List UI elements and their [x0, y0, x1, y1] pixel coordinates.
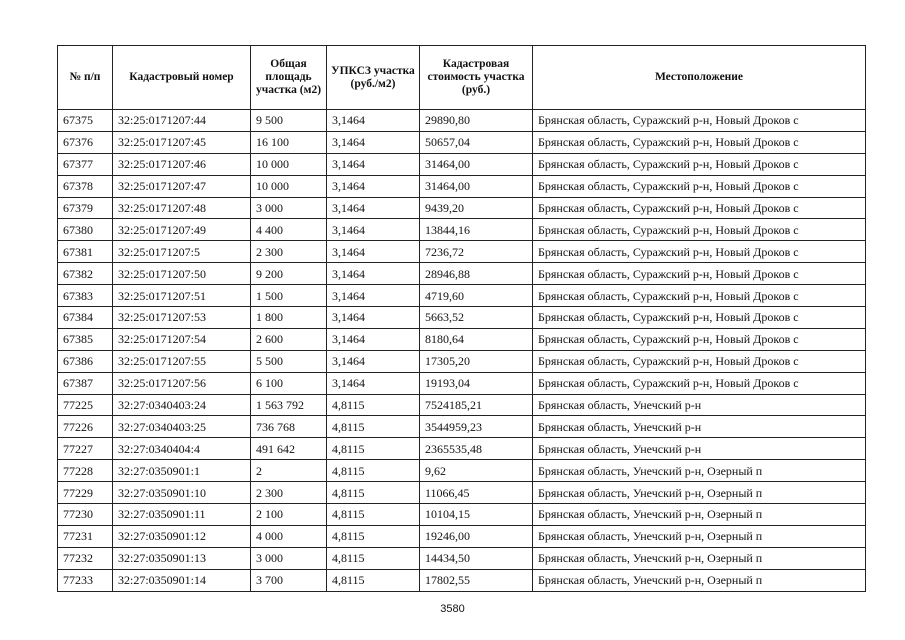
cell-location: Брянская область, Унечский р-н, Озерный п	[533, 482, 866, 504]
cell-row-number: 67386	[58, 350, 113, 372]
cell-area: 1 500	[251, 285, 327, 307]
cell-cadastral-value: 28946,88	[420, 263, 533, 285]
cell-cadastral-value: 14434,50	[420, 547, 533, 569]
cell-area: 3 700	[251, 569, 327, 591]
cell-location: Брянская область, Суражский р-н, Новый Дроков с	[533, 153, 866, 175]
cell-upksz: 3,1464	[327, 285, 420, 307]
cell-upksz: 3,1464	[327, 263, 420, 285]
cell-upksz: 4,8115	[327, 569, 420, 591]
cell-cadastral-number: 32:27:0350901:14	[113, 569, 251, 591]
cell-cadastral-value: 9,62	[420, 460, 533, 482]
table-row	[58, 372, 866, 394]
table-row	[58, 197, 866, 219]
header-row-number: № п/п	[58, 46, 113, 110]
table-row	[58, 219, 866, 241]
cell-cadastral-value: 31464,00	[420, 153, 533, 175]
cell-location: Брянская область, Суражский р-н, Новый Дроков с	[533, 307, 866, 329]
cell-cadastral-number: 32:25:0171207:5	[113, 241, 251, 263]
table-header-row	[58, 46, 866, 110]
cell-cadastral-value: 17305,20	[420, 350, 533, 372]
cadastral-table	[57, 45, 866, 592]
header-location: Местоположение	[533, 46, 866, 110]
cell-row-number: 67381	[58, 241, 113, 263]
cell-cadastral-value: 9439,20	[420, 197, 533, 219]
cell-location: Брянская область, Суражский р-н, Новый Дроков с	[533, 110, 866, 132]
cell-row-number: 67377	[58, 153, 113, 175]
cell-row-number: 77230	[58, 504, 113, 526]
cell-area: 1 563 792	[251, 394, 327, 416]
cell-cadastral-number: 32:27:0340403:24	[113, 394, 251, 416]
cell-location: Брянская область, Суражский р-н, Новый Дроков с	[533, 131, 866, 153]
cell-cadastral-number: 32:25:0171207:55	[113, 350, 251, 372]
cell-upksz: 3,1464	[327, 197, 420, 219]
table-row	[58, 153, 866, 175]
cell-cadastral-number: 32:25:0171207:51	[113, 285, 251, 307]
cell-location: Брянская область, Унечский р-н	[533, 438, 866, 460]
header-cadastral-value: Кадастровая стоимость участка (руб.)	[420, 46, 533, 110]
table-row	[58, 460, 866, 482]
cell-cadastral-value: 13844,16	[420, 219, 533, 241]
cell-area: 5 500	[251, 350, 327, 372]
cell-row-number: 77227	[58, 438, 113, 460]
cell-cadastral-value: 31464,00	[420, 175, 533, 197]
cell-row-number: 77225	[58, 394, 113, 416]
cell-cadastral-number: 32:25:0171207:44	[113, 110, 251, 132]
cell-cadastral-number: 32:25:0171207:46	[113, 153, 251, 175]
cell-cadastral-value: 29890,80	[420, 110, 533, 132]
cell-cadastral-value: 7524185,21	[420, 394, 533, 416]
cell-cadastral-value: 19193,04	[420, 372, 533, 394]
cell-area: 10 000	[251, 175, 327, 197]
cell-upksz: 3,1464	[327, 219, 420, 241]
cell-cadastral-number: 32:25:0171207:47	[113, 175, 251, 197]
cell-cadastral-value: 7236,72	[420, 241, 533, 263]
cell-location: Брянская область, Суражский р-н, Новый Дроков с	[533, 175, 866, 197]
cell-upksz: 4,8115	[327, 438, 420, 460]
cell-area: 491 642	[251, 438, 327, 460]
table-row	[58, 350, 866, 372]
cell-area: 3 000	[251, 197, 327, 219]
cell-cadastral-number: 32:27:0350901:11	[113, 504, 251, 526]
cell-upksz: 4,8115	[327, 416, 420, 438]
cell-location: Брянская область, Унечский р-н	[533, 416, 866, 438]
cell-upksz: 3,1464	[327, 175, 420, 197]
cell-area: 4 000	[251, 525, 327, 547]
cell-upksz: 3,1464	[327, 153, 420, 175]
cell-row-number: 77231	[58, 525, 113, 547]
cell-row-number: 67384	[58, 307, 113, 329]
cell-location: Брянская область, Унечский р-н	[533, 394, 866, 416]
cell-area: 9 200	[251, 263, 327, 285]
table-row	[58, 504, 866, 526]
cell-location: Брянская область, Суражский р-н, Новый Дроков с	[533, 350, 866, 372]
cell-upksz: 3,1464	[327, 307, 420, 329]
cell-upksz: 3,1464	[327, 110, 420, 132]
cell-area: 1 800	[251, 307, 327, 329]
cell-area: 2 600	[251, 328, 327, 350]
cell-cadastral-number: 32:25:0171207:56	[113, 372, 251, 394]
cell-area: 10 000	[251, 153, 327, 175]
cell-location: Брянская область, Унечский р-н, Озерный п	[533, 504, 866, 526]
cell-cadastral-number: 32:27:0340404:4	[113, 438, 251, 460]
table-row	[58, 263, 866, 285]
cell-upksz: 4,8115	[327, 547, 420, 569]
cell-row-number: 67385	[58, 328, 113, 350]
cell-area: 4 400	[251, 219, 327, 241]
header-cadastral-number: Кадастровый номер	[113, 46, 251, 110]
cell-cadastral-number: 32:25:0171207:53	[113, 307, 251, 329]
cell-row-number: 67376	[58, 131, 113, 153]
table-row	[58, 110, 866, 132]
table-row	[58, 131, 866, 153]
cell-row-number: 67379	[58, 197, 113, 219]
header-area: Общая площадь участка (м2)	[251, 46, 327, 110]
cell-row-number: 67378	[58, 175, 113, 197]
cell-area: 2 100	[251, 504, 327, 526]
cell-area: 9 500	[251, 110, 327, 132]
cell-location: Брянская область, Суражский р-н, Новый Дроков с	[533, 241, 866, 263]
table-row	[58, 175, 866, 197]
cell-cadastral-number: 32:27:0340403:25	[113, 416, 251, 438]
cell-location: Брянская область, Суражский р-н, Новый Дроков с	[533, 197, 866, 219]
table-row	[58, 241, 866, 263]
table-row	[58, 285, 866, 307]
cell-cadastral-number: 32:25:0171207:54	[113, 328, 251, 350]
cell-cadastral-value: 17802,55	[420, 569, 533, 591]
cell-cadastral-value: 2365535,48	[420, 438, 533, 460]
cell-row-number: 77228	[58, 460, 113, 482]
cell-cadastral-value: 50657,04	[420, 131, 533, 153]
table-row	[58, 569, 866, 591]
cell-cadastral-value: 19246,00	[420, 525, 533, 547]
cell-cadastral-number: 32:27:0350901:1	[113, 460, 251, 482]
cell-upksz: 4,8115	[327, 525, 420, 547]
cell-location: Брянская область, Унечский р-н, Озерный п	[533, 547, 866, 569]
table-row	[58, 525, 866, 547]
cell-area: 16 100	[251, 131, 327, 153]
cell-row-number: 77232	[58, 547, 113, 569]
cell-cadastral-number: 32:27:0350901:10	[113, 482, 251, 504]
cell-location: Брянская область, Суражский р-н, Новый Дроков с	[533, 285, 866, 307]
cell-upksz: 4,8115	[327, 504, 420, 526]
table-row	[58, 438, 866, 460]
page-number: 3580	[440, 603, 465, 615]
cell-location: Брянская область, Суражский р-н, Новый Дроков с	[533, 372, 866, 394]
cell-row-number: 67382	[58, 263, 113, 285]
cell-area: 3 000	[251, 547, 327, 569]
cell-cadastral-number: 32:25:0171207:50	[113, 263, 251, 285]
cell-upksz: 3,1464	[327, 328, 420, 350]
cell-upksz: 4,8115	[327, 460, 420, 482]
cell-area: 6 100	[251, 372, 327, 394]
cell-cadastral-value: 10104,15	[420, 504, 533, 526]
cell-upksz: 3,1464	[327, 131, 420, 153]
cell-cadastral-value: 8180,64	[420, 328, 533, 350]
table-row	[58, 394, 866, 416]
cell-upksz: 3,1464	[327, 350, 420, 372]
cell-cadastral-number: 32:27:0350901:13	[113, 547, 251, 569]
table-body	[58, 110, 866, 592]
cell-location: Брянская область, Суражский р-н, Новый Дроков с	[533, 263, 866, 285]
table-row	[58, 416, 866, 438]
cell-row-number: 77233	[58, 569, 113, 591]
cell-upksz: 3,1464	[327, 241, 420, 263]
cell-area: 2	[251, 460, 327, 482]
cell-area: 736 768	[251, 416, 327, 438]
cell-cadastral-value: 3544959,23	[420, 416, 533, 438]
table-row	[58, 482, 866, 504]
cell-row-number: 67380	[58, 219, 113, 241]
table-row	[58, 328, 866, 350]
table-row	[58, 307, 866, 329]
cell-upksz: 3,1464	[327, 372, 420, 394]
cell-location: Брянская область, Унечский р-н, Озерный п	[533, 525, 866, 547]
table-row	[58, 547, 866, 569]
header-upksz: УПКСЗ участка (руб./м2)	[327, 46, 420, 110]
cell-cadastral-value: 11066,45	[420, 482, 533, 504]
cell-upksz: 4,8115	[327, 394, 420, 416]
cell-location: Брянская область, Унечский р-н, Озерный п	[533, 460, 866, 482]
cell-row-number: 67383	[58, 285, 113, 307]
cell-row-number: 77226	[58, 416, 113, 438]
cell-location: Брянская область, Суражский р-н, Новый Дроков с	[533, 328, 866, 350]
cell-location: Брянская область, Суражский р-н, Новый Дроков с	[533, 219, 866, 241]
cell-cadastral-number: 32:27:0350901:12	[113, 525, 251, 547]
cell-cadastral-value: 5663,52	[420, 307, 533, 329]
cell-area: 2 300	[251, 482, 327, 504]
cell-row-number: 67375	[58, 110, 113, 132]
cell-row-number: 67387	[58, 372, 113, 394]
cell-cadastral-number: 32:25:0171207:48	[113, 197, 251, 219]
cell-location: Брянская область, Унечский р-н, Озерный п	[533, 569, 866, 591]
cell-cadastral-number: 32:25:0171207:49	[113, 219, 251, 241]
cell-area: 2 300	[251, 241, 327, 263]
cell-cadastral-value: 4719,60	[420, 285, 533, 307]
cell-cadastral-number: 32:25:0171207:45	[113, 131, 251, 153]
cell-row-number: 77229	[58, 482, 113, 504]
cell-upksz: 4,8115	[327, 482, 420, 504]
